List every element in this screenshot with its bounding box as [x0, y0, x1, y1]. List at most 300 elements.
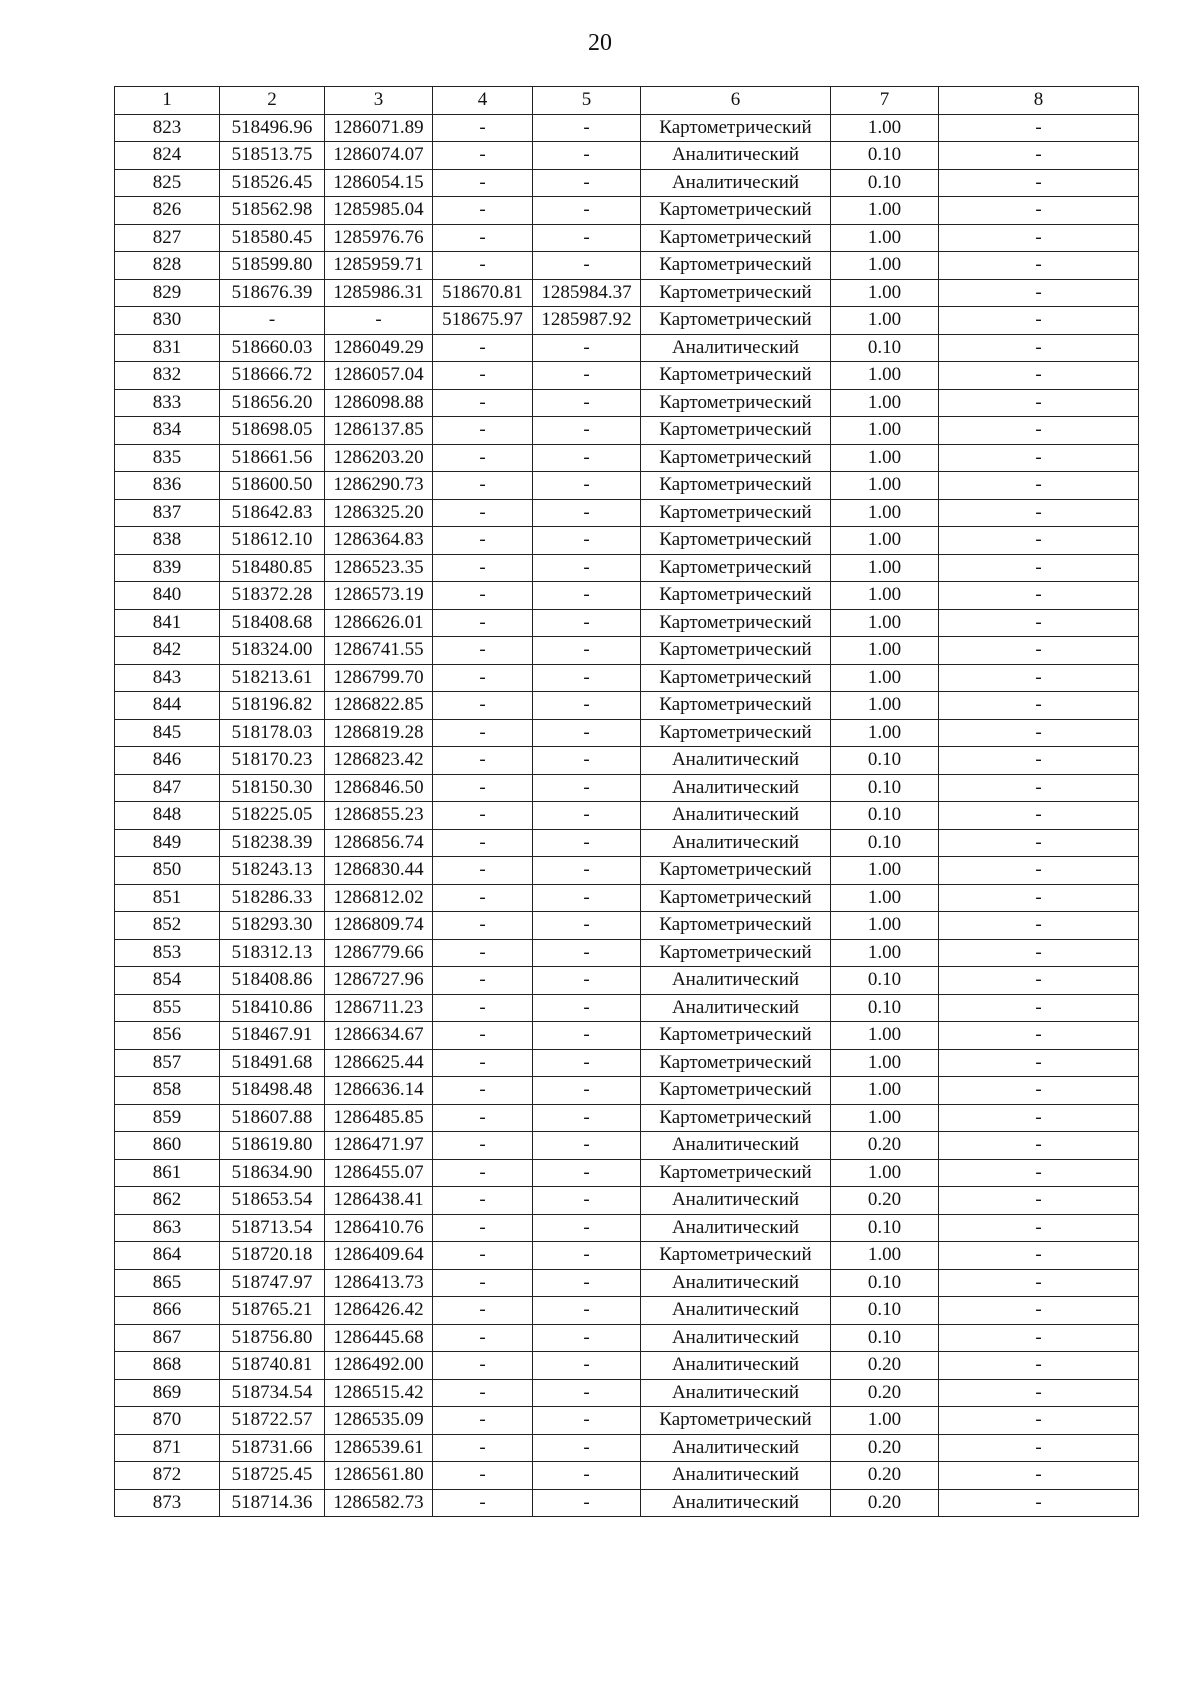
- cell-y: 1286364.83: [325, 527, 433, 555]
- cell-y: 1286409.64: [325, 1242, 433, 1270]
- cell-x-new: -: [433, 1352, 533, 1380]
- cell-x: 518293.30: [220, 912, 325, 940]
- cell-note: -: [939, 252, 1139, 280]
- cell-y: 1286634.67: [325, 1022, 433, 1050]
- column-header: 1: [115, 87, 220, 115]
- cell-x-new: -: [433, 1462, 533, 1490]
- cell-y: 1286812.02: [325, 884, 433, 912]
- cell-note: -: [939, 197, 1139, 225]
- table-row: [115, 1132, 1139, 1160]
- cell-accuracy: 1.00: [831, 1242, 939, 1270]
- cell-x-new: -: [433, 224, 533, 252]
- cell-note: -: [939, 1077, 1139, 1105]
- cell-accuracy: 1.00: [831, 472, 939, 500]
- cell-y: 1285976.76: [325, 224, 433, 252]
- cell-y-new: -: [533, 1104, 641, 1132]
- cell-x: 518607.88: [220, 1104, 325, 1132]
- cell-y: 1285986.31: [325, 279, 433, 307]
- cell-method: Картометрический: [641, 1159, 831, 1187]
- cell-accuracy: 1.00: [831, 417, 939, 445]
- cell-y-new: -: [533, 197, 641, 225]
- cell-y: 1285959.71: [325, 252, 433, 280]
- cell-point-number: 834: [115, 417, 220, 445]
- cell-accuracy: 1.00: [831, 527, 939, 555]
- cell-y-new: -: [533, 389, 641, 417]
- table-row: [115, 1462, 1139, 1490]
- cell-point-number: 837: [115, 499, 220, 527]
- cell-point-number: 856: [115, 1022, 220, 1050]
- table-row: [115, 582, 1139, 610]
- cell-method: Картометрический: [641, 279, 831, 307]
- cell-x-new: -: [433, 197, 533, 225]
- cell-method: Картометрический: [641, 1022, 831, 1050]
- cell-method: Аналитический: [641, 829, 831, 857]
- cell-x-new: -: [433, 252, 533, 280]
- cell-method: Аналитический: [641, 1462, 831, 1490]
- cell-y-new: -: [533, 582, 641, 610]
- cell-note: -: [939, 1269, 1139, 1297]
- cell-y-new: -: [533, 1187, 641, 1215]
- cell-point-number: 838: [115, 527, 220, 555]
- cell-x: 518408.68: [220, 609, 325, 637]
- cell-method: Картометрический: [641, 472, 831, 500]
- cell-note: -: [939, 912, 1139, 940]
- table-row: [115, 1407, 1139, 1435]
- cell-x: 518410.86: [220, 994, 325, 1022]
- cell-accuracy: 0.10: [831, 967, 939, 995]
- cell-y-new: -: [533, 114, 641, 142]
- cell-method: Картометрический: [641, 884, 831, 912]
- cell-accuracy: 1.00: [831, 582, 939, 610]
- cell-point-number: 862: [115, 1187, 220, 1215]
- cell-accuracy: 0.20: [831, 1489, 939, 1517]
- cell-accuracy: 1.00: [831, 1104, 939, 1132]
- cell-point-number: 824: [115, 142, 220, 170]
- cell-accuracy: 1.00: [831, 1077, 939, 1105]
- cell-x-new: -: [433, 362, 533, 390]
- cell-note: -: [939, 472, 1139, 500]
- cell-y: 1286098.88: [325, 389, 433, 417]
- page-number: 20: [588, 30, 612, 56]
- cell-x: 518634.90: [220, 1159, 325, 1187]
- cell-accuracy: 0.10: [831, 1324, 939, 1352]
- cell-point-number: 845: [115, 719, 220, 747]
- cell-method: Картометрический: [641, 912, 831, 940]
- cell-y-new: -: [533, 802, 641, 830]
- cell-x-new: -: [433, 1434, 533, 1462]
- cell-y-new: -: [533, 554, 641, 582]
- cell-method: Картометрический: [641, 224, 831, 252]
- cell-accuracy: 0.20: [831, 1434, 939, 1462]
- cell-point-number: 857: [115, 1049, 220, 1077]
- table-row: [115, 1434, 1139, 1462]
- cell-y: 1286855.23: [325, 802, 433, 830]
- cell-x: 518286.33: [220, 884, 325, 912]
- cell-method: Картометрический: [641, 637, 831, 665]
- cell-x: 518324.00: [220, 637, 325, 665]
- table-row: [115, 1269, 1139, 1297]
- cell-x: 518150.30: [220, 774, 325, 802]
- table-row: [115, 527, 1139, 555]
- cell-x-new: -: [433, 1132, 533, 1160]
- table-row: [115, 224, 1139, 252]
- cell-y-new: -: [533, 994, 641, 1022]
- cell-x-new: -: [433, 582, 533, 610]
- cell-note: -: [939, 1104, 1139, 1132]
- cell-method: Аналитический: [641, 1434, 831, 1462]
- cell-point-number: 851: [115, 884, 220, 912]
- cell-y-new: -: [533, 1297, 641, 1325]
- cell-point-number: 864: [115, 1242, 220, 1270]
- cell-y: 1286582.73: [325, 1489, 433, 1517]
- cell-method: Аналитический: [641, 169, 831, 197]
- table-row: [115, 472, 1139, 500]
- cell-x-new: -: [433, 1242, 533, 1270]
- cell-x-new: 518675.97: [433, 307, 533, 335]
- cell-accuracy: 0.20: [831, 1462, 939, 1490]
- cell-y: 1286535.09: [325, 1407, 433, 1435]
- cell-note: -: [939, 362, 1139, 390]
- column-header: 3: [325, 87, 433, 115]
- cell-x-new: -: [433, 692, 533, 720]
- cell-y-new: -: [533, 747, 641, 775]
- cell-accuracy: 1.00: [831, 554, 939, 582]
- cell-y: 1286057.04: [325, 362, 433, 390]
- cell-x: 518612.10: [220, 527, 325, 555]
- cell-method: Картометрический: [641, 1407, 831, 1435]
- cell-x-new: -: [433, 1297, 533, 1325]
- table-row: [115, 1022, 1139, 1050]
- cell-y-new: -: [533, 527, 641, 555]
- cell-y-new: -: [533, 224, 641, 252]
- cell-x: 518312.13: [220, 939, 325, 967]
- column-header: 6: [641, 87, 831, 115]
- cell-x-new: -: [433, 967, 533, 995]
- cell-point-number: 847: [115, 774, 220, 802]
- cell-y: 1286636.14: [325, 1077, 433, 1105]
- cell-note: -: [939, 1022, 1139, 1050]
- cell-method: Картометрический: [641, 389, 831, 417]
- cell-y-new: -: [533, 1049, 641, 1077]
- cell-y-new: -: [533, 1324, 641, 1352]
- cell-y: 1286203.20: [325, 444, 433, 472]
- cell-accuracy: 1.00: [831, 307, 939, 335]
- cell-x: 518498.48: [220, 1077, 325, 1105]
- cell-x: 518526.45: [220, 169, 325, 197]
- cell-y-new: -: [533, 142, 641, 170]
- cell-point-number: 831: [115, 334, 220, 362]
- cell-y: 1286573.19: [325, 582, 433, 610]
- cell-y: 1286819.28: [325, 719, 433, 747]
- cell-note: -: [939, 169, 1139, 197]
- cell-accuracy: 1.00: [831, 637, 939, 665]
- cell-method: Аналитический: [641, 1489, 831, 1517]
- cell-point-number: 863: [115, 1214, 220, 1242]
- cell-accuracy: 1.00: [831, 499, 939, 527]
- cell-note: -: [939, 857, 1139, 885]
- cell-x: -: [220, 307, 325, 335]
- cell-y: 1286049.29: [325, 334, 433, 362]
- cell-point-number: 839: [115, 554, 220, 582]
- cell-y: 1286438.41: [325, 1187, 433, 1215]
- cell-note: -: [939, 389, 1139, 417]
- cell-method: Картометрический: [641, 527, 831, 555]
- cell-method: Картометрический: [641, 664, 831, 692]
- cell-x: 518722.57: [220, 1407, 325, 1435]
- cell-y-new: 1285984.37: [533, 279, 641, 307]
- cell-y: 1286410.76: [325, 1214, 433, 1242]
- table-row: [115, 939, 1139, 967]
- header-row: [115, 87, 1139, 115]
- table-row: [115, 1077, 1139, 1105]
- table-row: [115, 1214, 1139, 1242]
- cell-point-number: 855: [115, 994, 220, 1022]
- cell-note: -: [939, 307, 1139, 335]
- cell-point-number: 846: [115, 747, 220, 775]
- cell-x: 518372.28: [220, 582, 325, 610]
- cell-x-new: -: [433, 1104, 533, 1132]
- cell-x: 518562.98: [220, 197, 325, 225]
- cell-y: 1286809.74: [325, 912, 433, 940]
- cell-x: 518676.39: [220, 279, 325, 307]
- column-header: 5: [533, 87, 641, 115]
- table-row: [115, 719, 1139, 747]
- cell-y-new: -: [533, 857, 641, 885]
- cell-x-new: -: [433, 554, 533, 582]
- cell-note: -: [939, 1407, 1139, 1435]
- cell-note: -: [939, 719, 1139, 747]
- column-header: 8: [939, 87, 1139, 115]
- cell-x: 518467.91: [220, 1022, 325, 1050]
- cell-method: Аналитический: [641, 747, 831, 775]
- cell-note: -: [939, 1352, 1139, 1380]
- cell-x: 518740.81: [220, 1352, 325, 1380]
- cell-method: Картометрический: [641, 114, 831, 142]
- cell-point-number: 872: [115, 1462, 220, 1490]
- table-row: [115, 857, 1139, 885]
- cell-accuracy: 0.20: [831, 1132, 939, 1160]
- cell-method: Картометрический: [641, 197, 831, 225]
- cell-x-new: -: [433, 1022, 533, 1050]
- cell-accuracy: 1.00: [831, 362, 939, 390]
- cell-method: Картометрический: [641, 609, 831, 637]
- table-row: [115, 774, 1139, 802]
- cell-x: 518731.66: [220, 1434, 325, 1462]
- cell-accuracy: 1.00: [831, 692, 939, 720]
- cell-point-number: 827: [115, 224, 220, 252]
- cell-point-number: 866: [115, 1297, 220, 1325]
- table-row: [115, 1352, 1139, 1380]
- cell-x: 518170.23: [220, 747, 325, 775]
- cell-method: Аналитический: [641, 1214, 831, 1242]
- cell-note: -: [939, 1462, 1139, 1490]
- cell-x-new: -: [433, 747, 533, 775]
- column-header: 4: [433, 87, 533, 115]
- cell-note: -: [939, 664, 1139, 692]
- table-row: [115, 692, 1139, 720]
- cell-y-new: -: [533, 774, 641, 802]
- cell-point-number: 848: [115, 802, 220, 830]
- cell-point-number: 870: [115, 1407, 220, 1435]
- cell-note: -: [939, 142, 1139, 170]
- cell-x: 518600.50: [220, 472, 325, 500]
- cell-point-number: 868: [115, 1352, 220, 1380]
- cell-x: 518725.45: [220, 1462, 325, 1490]
- cell-y: 1286445.68: [325, 1324, 433, 1352]
- cell-note: -: [939, 609, 1139, 637]
- cell-x-new: -: [433, 719, 533, 747]
- cell-method: Картометрический: [641, 362, 831, 390]
- table-row: [115, 197, 1139, 225]
- cell-note: -: [939, 582, 1139, 610]
- table-body: [115, 114, 1139, 1517]
- cell-x-new: -: [433, 389, 533, 417]
- cell-note: -: [939, 527, 1139, 555]
- cell-x-new: -: [433, 1214, 533, 1242]
- cell-accuracy: 1.00: [831, 1159, 939, 1187]
- cell-y-new: -: [533, 1379, 641, 1407]
- cell-point-number: 871: [115, 1434, 220, 1462]
- cell-point-number: 840: [115, 582, 220, 610]
- table-row: [115, 307, 1139, 335]
- cell-y-new: -: [533, 1352, 641, 1380]
- cell-note: -: [939, 499, 1139, 527]
- cell-x: 518480.85: [220, 554, 325, 582]
- table-row: [115, 1324, 1139, 1352]
- cell-x-new: -: [433, 417, 533, 445]
- cell-method: Аналитический: [641, 1269, 831, 1297]
- cell-point-number: 833: [115, 389, 220, 417]
- cell-y: 1286727.96: [325, 967, 433, 995]
- table-row: [115, 912, 1139, 940]
- cell-accuracy: 0.10: [831, 334, 939, 362]
- cell-x: 518513.75: [220, 142, 325, 170]
- cell-method: Аналитический: [641, 1352, 831, 1380]
- cell-y-new: -: [533, 884, 641, 912]
- cell-note: -: [939, 417, 1139, 445]
- cell-method: Аналитический: [641, 334, 831, 362]
- cell-y-new: -: [533, 664, 641, 692]
- cell-accuracy: 1.00: [831, 912, 939, 940]
- cell-y: 1286823.42: [325, 747, 433, 775]
- cell-point-number: 854: [115, 967, 220, 995]
- cell-accuracy: 0.20: [831, 1187, 939, 1215]
- cell-x: 518580.45: [220, 224, 325, 252]
- cell-x: 518491.68: [220, 1049, 325, 1077]
- cell-y-new: -: [533, 939, 641, 967]
- cell-x-new: -: [433, 912, 533, 940]
- cell-y-new: -: [533, 417, 641, 445]
- cell-y: 1286290.73: [325, 472, 433, 500]
- cell-point-number: 860: [115, 1132, 220, 1160]
- cell-x-new: -: [433, 1379, 533, 1407]
- cell-method: Картометрический: [641, 939, 831, 967]
- cell-method: Картометрический: [641, 499, 831, 527]
- cell-x: 518238.39: [220, 829, 325, 857]
- cell-x-new: -: [433, 1269, 533, 1297]
- cell-method: Картометрический: [641, 857, 831, 885]
- cell-note: -: [939, 1214, 1139, 1242]
- table-row: [115, 252, 1139, 280]
- cell-x: 518713.54: [220, 1214, 325, 1242]
- table-row: [115, 279, 1139, 307]
- cell-accuracy: 0.10: [831, 994, 939, 1022]
- cell-accuracy: 1.00: [831, 719, 939, 747]
- cell-note: -: [939, 1297, 1139, 1325]
- cell-x: 518408.86: [220, 967, 325, 995]
- cell-y-new: -: [533, 362, 641, 390]
- cell-y: 1286426.42: [325, 1297, 433, 1325]
- table-row: [115, 747, 1139, 775]
- cell-x-new: -: [433, 664, 533, 692]
- table-row: [115, 1489, 1139, 1517]
- cell-x: 518225.05: [220, 802, 325, 830]
- cell-y-new: -: [533, 1407, 641, 1435]
- cell-method: Аналитический: [641, 994, 831, 1022]
- cell-x: 518660.03: [220, 334, 325, 362]
- cell-method: Аналитический: [641, 1379, 831, 1407]
- cell-note: -: [939, 1187, 1139, 1215]
- cell-y: 1286071.89: [325, 114, 433, 142]
- cell-accuracy: 1.00: [831, 1407, 939, 1435]
- cell-point-number: 828: [115, 252, 220, 280]
- cell-y: 1286626.01: [325, 609, 433, 637]
- cell-point-number: 825: [115, 169, 220, 197]
- cell-x-new: -: [433, 637, 533, 665]
- cell-point-number: 829: [115, 279, 220, 307]
- cell-method: Аналитический: [641, 1187, 831, 1215]
- cell-accuracy: 1.00: [831, 939, 939, 967]
- cell-method: Картометрический: [641, 554, 831, 582]
- cell-note: -: [939, 1489, 1139, 1517]
- cell-note: -: [939, 747, 1139, 775]
- cell-accuracy: 1.00: [831, 114, 939, 142]
- cell-x-new: -: [433, 169, 533, 197]
- cell-note: -: [939, 774, 1139, 802]
- cell-point-number: 841: [115, 609, 220, 637]
- cell-note: -: [939, 554, 1139, 582]
- cell-y-new: 1285987.92: [533, 307, 641, 335]
- cell-y-new: -: [533, 692, 641, 720]
- table-row: [115, 334, 1139, 362]
- cell-method: Картометрический: [641, 582, 831, 610]
- cell-x: 518496.96: [220, 114, 325, 142]
- cell-y-new: -: [533, 967, 641, 995]
- cell-x: 518653.54: [220, 1187, 325, 1215]
- cell-accuracy: 0.10: [831, 1214, 939, 1242]
- cell-y: 1286822.85: [325, 692, 433, 720]
- cell-note: -: [939, 939, 1139, 967]
- cell-method: Аналитический: [641, 967, 831, 995]
- cell-y: 1286856.74: [325, 829, 433, 857]
- cell-y-new: -: [533, 472, 641, 500]
- cell-y-new: -: [533, 1214, 641, 1242]
- cell-point-number: 835: [115, 444, 220, 472]
- cell-accuracy: 1.00: [831, 197, 939, 225]
- table-row: [115, 142, 1139, 170]
- cell-accuracy: 1.00: [831, 884, 939, 912]
- cell-y: 1286471.97: [325, 1132, 433, 1160]
- cell-method: Аналитический: [641, 1132, 831, 1160]
- cell-accuracy: 0.10: [831, 774, 939, 802]
- table-row: [115, 389, 1139, 417]
- cell-y-new: -: [533, 609, 641, 637]
- cell-x-new: -: [433, 857, 533, 885]
- cell-x-new: -: [433, 114, 533, 142]
- cell-accuracy: 1.00: [831, 224, 939, 252]
- cell-method: Картометрический: [641, 444, 831, 472]
- cell-note: -: [939, 279, 1139, 307]
